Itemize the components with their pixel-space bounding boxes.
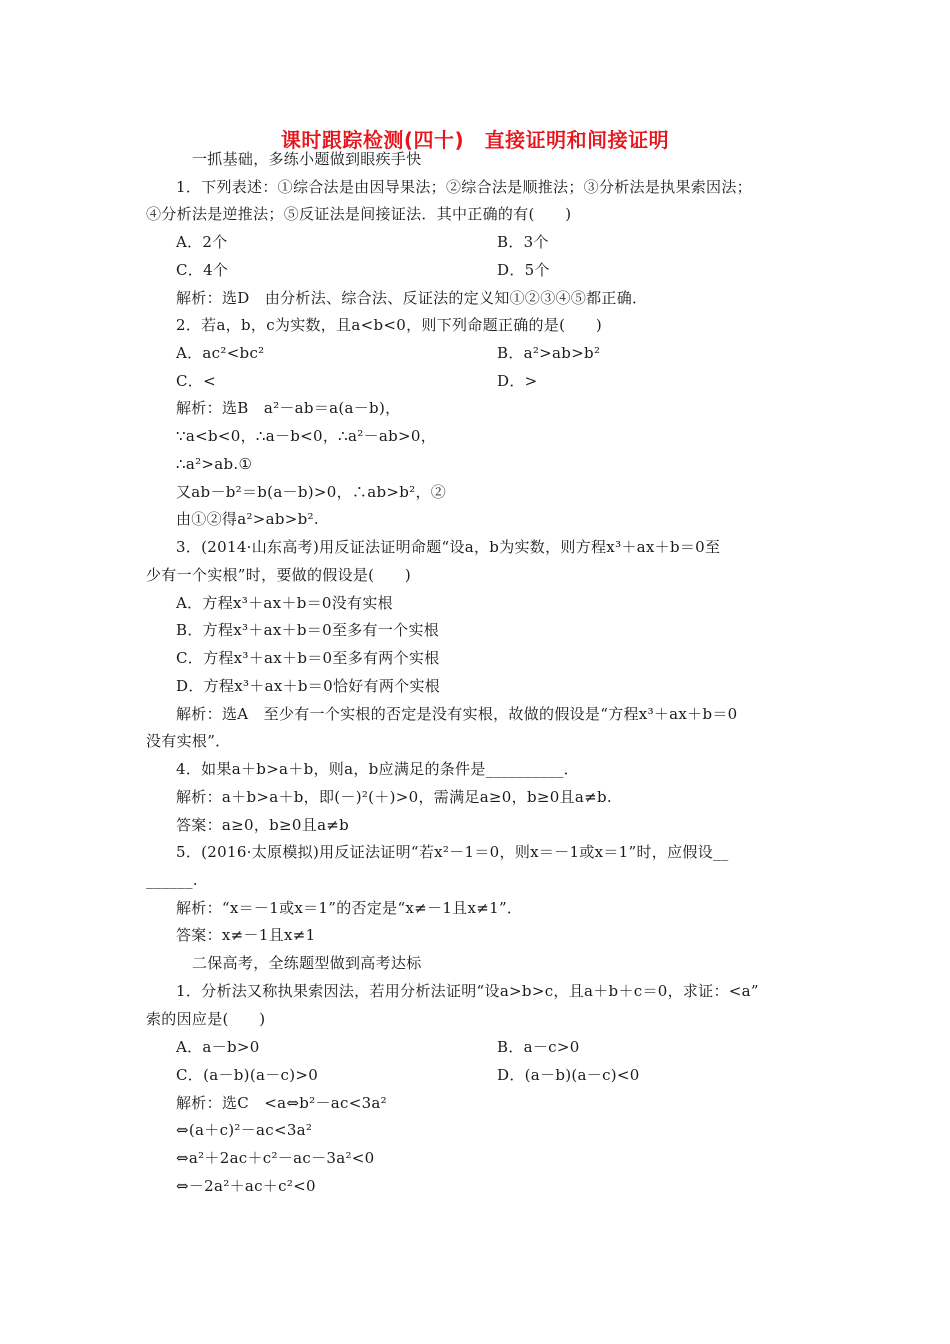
option-d: D．方程x³＋ax＋b＝0恰好有两个实根 <box>176 677 441 695</box>
option-b: B．a－c>0 <box>497 1038 580 1056</box>
option-c: C．(a－b)(a－c)>0 <box>176 1066 319 1084</box>
option-c: C．方程x³＋ax＋b＝0至多有两个实根 <box>176 649 440 667</box>
option-a: A．a－b>0 <box>176 1038 260 1056</box>
option-a: A．方程x³＋ax＋b＝0没有实根 <box>176 594 393 612</box>
analysis-line: ⇔－2a²＋ac＋c²<0 <box>176 1177 316 1195</box>
question-3-stem-line-1: 3．(2014·山东高考)用反证法证明命题“设a，b为实数，则方程x³＋ax＋b＝0至 <box>176 538 721 556</box>
question-1-stem-line-2: 索的因应是( ) <box>146 1010 266 1028</box>
analysis-line: 解析：选C <a⇔b²－ac<3a² <box>176 1094 387 1112</box>
analysis-line: 由①②得a²>ab>b². <box>176 510 319 528</box>
analysis-line: ⇔(a＋c)²－ac<3a² <box>176 1121 313 1139</box>
question-1-stem-line-1: 1．分析法又称执果索因法，若用分析法证明“设a>b>c，且a＋b＋c＝0，求证：<a” <box>176 982 759 1000</box>
answer-line: 答案：a≥0，b≥0且a≠b <box>176 816 350 834</box>
option-a: A．2个 <box>176 233 228 251</box>
section-1-heading: 一抓基础，多练小题做到眼疾手快 <box>192 150 422 168</box>
option-a: A．ac²<bc² <box>176 344 265 362</box>
question-4-stem: 4．如果a＋b>a＋b，则a，b应满足的条件是__________． <box>176 760 579 778</box>
analysis-line: ∵a<b<0，∴a－b<0，∴a²－ab>0， <box>176 427 437 445</box>
option-d: D．> <box>497 372 538 390</box>
answer-line: 答案：x≠－1且x≠1 <box>176 926 316 944</box>
option-d: D．5个 <box>497 261 550 279</box>
question-1-stem-line-2: ④分析法是逆推法；⑤反证法是间接证法．其中正确的有( ) <box>146 205 572 223</box>
option-b: B．方程x³＋ax＋b＝0至多有一个实根 <box>176 621 440 639</box>
option-c: C．< <box>176 372 216 390</box>
option-c: C．4个 <box>176 261 229 279</box>
question-5-stem-line-2: ______. <box>146 871 198 889</box>
option-b: B．3个 <box>497 233 549 251</box>
question-1-stem-line-1: 1．下列表述：①综合法是由因导果法；②综合法是顺推法；③分析法是执果索因法； <box>176 178 752 196</box>
section-2-heading: 二保高考，全练题型做到高考达标 <box>192 954 422 972</box>
analysis-line: 解析：选B a²－ab＝a(a－b)， <box>176 399 401 417</box>
question-2-stem: 2．若a，b，c为实数，且a<b<0，则下列命题正确的是( ) <box>176 316 603 334</box>
analysis-line: 又ab－b²＝b(a－b)>0，∴ab>b²，② <box>176 483 447 501</box>
analysis-line: ∴a²>ab.① <box>176 455 253 473</box>
analysis-line: 没有实根”． <box>146 732 231 750</box>
analysis-line: 解析：选A 至少有一个实根的否定是没有实根，故做的假设是“方程x³＋ax＋b＝0 <box>176 705 738 723</box>
question-5-stem-line-1: 5．(2016·太原模拟)用反证法证明“若x²－1＝0，则x＝－1或x＝1”时，应假设__ <box>176 843 729 861</box>
question-3-stem-line-2: 少有一个实根”时，要做的假设是( ) <box>146 566 412 584</box>
analysis-line: 解析：选D 由分析法、综合法、反证法的定义知①②③④⑤都正确． <box>176 289 648 307</box>
option-d: D．(a－b)(a－c)<0 <box>497 1066 640 1084</box>
analysis-line: 解析：“x＝－1或x＝1”的否定是“x≠－1且x≠1”． <box>176 899 523 917</box>
analysis-line: ⇔a²＋2ac＋c²－ac－3a²<0 <box>176 1149 375 1167</box>
option-b: B．a²>ab>b² <box>497 344 601 362</box>
document-title: 课时跟踪检测(四十) 直接证明和间接证明 <box>280 128 670 152</box>
analysis-line: 解析：a＋b>a＋b，即(－)²(＋)>0，需满足a≥0，b≥0且a≠b. <box>176 788 612 806</box>
